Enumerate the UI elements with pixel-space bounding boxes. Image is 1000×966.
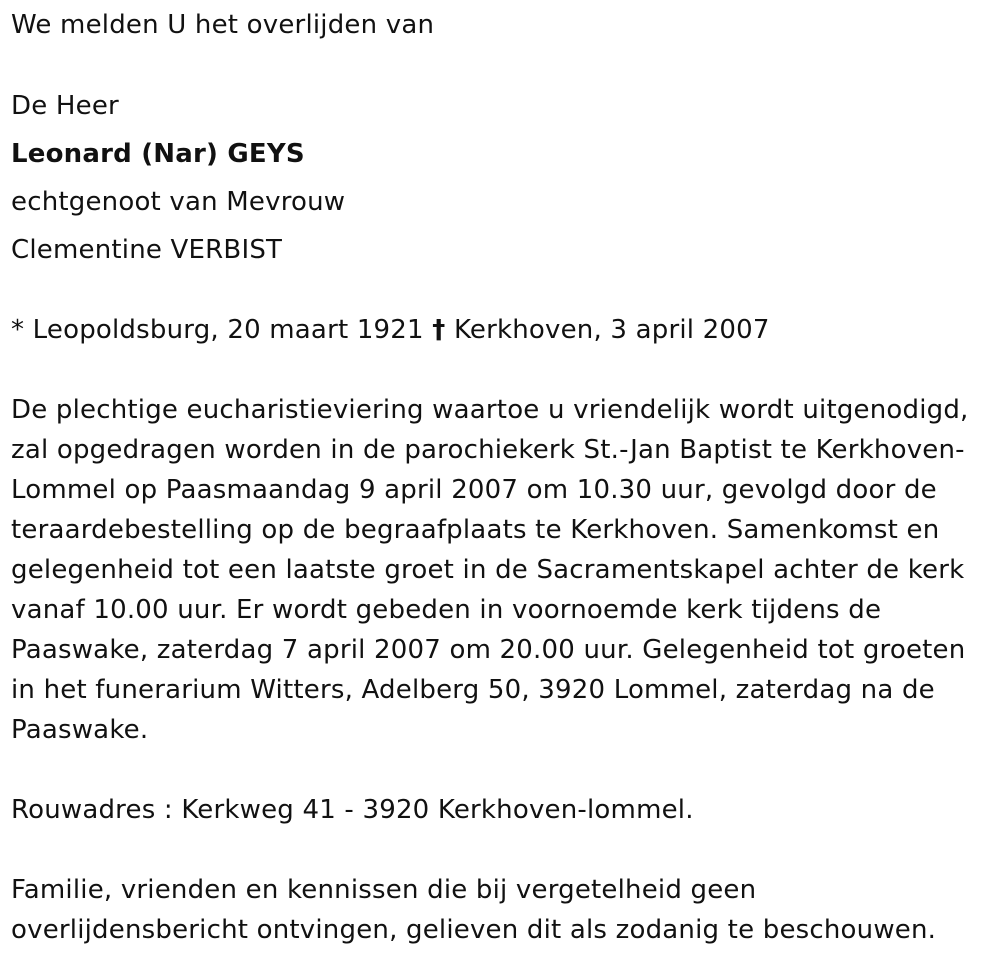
spouse-line-1: echtgenoot van Mevrouw xyxy=(11,187,346,217)
paragraph-line: zal opgedragen worden in de parochiekerk St.-Jan Baptist te Kerkhoven- xyxy=(11,435,965,465)
paragraph-line: Lommel op Paasmaandag 9 april 2007 om 10.30 uur, gevolgd door de xyxy=(11,475,937,505)
spouse-line-2: Clementine VERBIST xyxy=(11,235,283,265)
service-paragraph xyxy=(11,390,986,750)
mourning-address: Rouwadres : Kerkweg 41 - 3920 Kerkhoven-lommel. xyxy=(11,795,694,825)
intro-text: We melden U het overlijden van xyxy=(11,10,435,40)
paragraph-line: teraardebestelling op de begraafplaats te Kerkhoven. Samenkomst en xyxy=(11,515,940,545)
birth-death-line xyxy=(11,310,770,350)
paragraph-line: De plechtige eucharistieviering waartoe u vriendelijk wordt uitgenodigd, xyxy=(11,395,969,425)
paragraph-line: overlijdensbericht ontvingen, gelieven dit als zodanig te beschouwen. xyxy=(11,915,937,945)
birth-info: * Leopoldsburg, 20 maart 1921 xyxy=(11,315,424,345)
paragraph-line: Paaswake, zaterdag 7 april 2007 om 20.00 uur. Gelegenheid tot groeten xyxy=(11,635,966,665)
paragraph-line: vanaf 10.00 uur. Er wordt gebeden in voornoemde kerk tijdens de xyxy=(11,595,882,625)
paragraph-line: in het funerarium Witters, Adelberg 50, 3920 Lommel, zaterdag na de xyxy=(11,675,935,705)
deceased-name: Leonard (Nar) GEYS xyxy=(11,139,305,169)
closing-paragraph xyxy=(11,870,986,950)
paragraph-line: gelegenheid tot een laatste groet in de Sacramentskapel achter de kerk xyxy=(11,555,965,585)
cross-icon: † xyxy=(432,315,446,345)
paragraph-line: Familie, vrienden en kennissen die bij vergetelheid geen xyxy=(11,875,757,905)
honorific: De Heer xyxy=(11,91,119,121)
paragraph-line: Paaswake. xyxy=(11,715,149,745)
death-info: Kerkhoven, 3 april 2007 xyxy=(453,315,770,345)
